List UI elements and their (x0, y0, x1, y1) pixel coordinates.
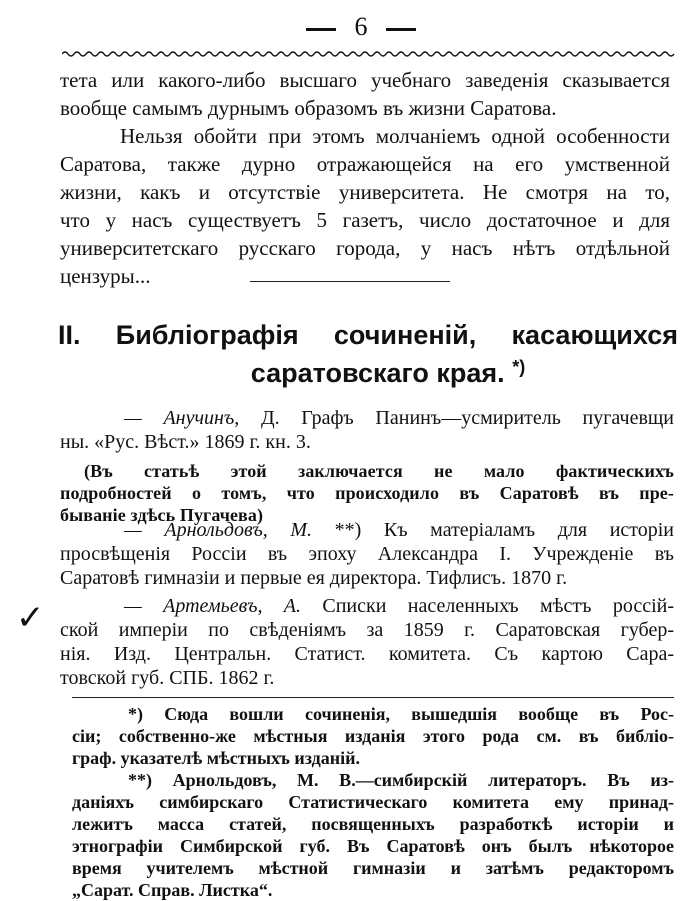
section-separator (250, 281, 450, 282)
text-line: *) Сюда вошли сочиненія, вышедшія вообще въ Рос- (128, 704, 674, 724)
entry-text: Списки населенныхъ мѣстъ россій- (322, 595, 674, 617)
text-line: Саратова, также дурно отражающейся на его умственной (60, 152, 670, 176)
section-heading-line1: II. Библіографія сочиненій, касающихся (58, 320, 678, 350)
page-header (0, 10, 700, 46)
section-heading (58, 316, 678, 392)
header-dash-right (386, 28, 416, 31)
text-line: жизни, какъ и отсутствіе университета. Не смотря на то, (60, 180, 670, 204)
text-line: граф. указателѣ мѣстныхъ изданій. (72, 748, 360, 768)
entry-author: — Артемьевъ, А. (124, 595, 302, 617)
text-line: просвѣщенія Россіи въ эпоху Александра I. Учрежденіе въ (60, 543, 674, 565)
bibliography-entry-arnoldov (60, 518, 674, 590)
text-line: ны. «Рус. Вѣст.» 1869 г. кн. 3. (60, 431, 311, 453)
header-dash-left (306, 28, 336, 31)
bibliography-entry-artemiev (60, 594, 674, 690)
text-line: этнографіи Симбирской губ. Въ Саратовѣ онъ былъ нѣкоторое (72, 836, 674, 856)
text-line: подробностей о томъ, что происходило въ Саратовѣ въ пре- (60, 483, 674, 503)
text-line: время учителемъ мѣстной гимназіи и затѣмъ редакторомъ (72, 858, 674, 878)
text-line (60, 594, 674, 618)
header-wavy-rule (62, 50, 676, 58)
text-line: цензуры... (60, 264, 151, 288)
text-line: нія. Изд. Центральн. Статист. комитета. Съ картою Сара- (60, 643, 674, 665)
footnote-1 (72, 703, 674, 769)
handwritten-checkmark: ✓ (16, 598, 45, 638)
text-line: **) Арнольдовъ, М. В.—симбирскій литераторъ. Въ из- (128, 770, 674, 790)
text-line: Нельзя обойти при этомъ молчаніемъ одной особенности (120, 124, 670, 148)
text-line: ской имперіи по свѣденіямъ за 1859 г. Саратовская губер- (60, 619, 674, 641)
text-line: тета или какого-либо высшаго учебнаго заведенія сказывается (60, 68, 670, 92)
text-line: вообще самымъ дурнымъ образомъ въ жизни Саратова. (60, 96, 557, 120)
text-line: лежитъ масса статей, посвященныхъ разработкѣ исторіи и (72, 814, 674, 834)
page-number: 6 (354, 12, 368, 41)
second-paragraph (60, 122, 670, 290)
entry-text: Къ матеріаламъ для исторіи (383, 519, 675, 541)
bibliography-entry-anuchin (60, 406, 674, 454)
section-heading-line2 (58, 354, 678, 392)
footnote-marker: **) (334, 519, 362, 541)
entry-author: — Арнольдовъ, М. (124, 519, 313, 541)
footnote-marker: *) (512, 357, 526, 377)
text-line: бываніе здѣсь Пугачева) (60, 505, 264, 525)
text-line: (Въ статьѣ этой заключается не мало фактическихъ (84, 461, 674, 481)
text-line: что у насъ существуетъ 5 газетъ, число достаточное и для (60, 208, 670, 232)
entry-text: Д. Графъ Панинъ—усмиритель пугачевщи (260, 407, 674, 429)
text-line: „Сарат. Справ. Листка“. (72, 880, 273, 900)
text-line: товской губ. СПБ. 1862 г. (60, 667, 275, 689)
text-line: Саратовѣ гимназіи и первые ея директора. Тифлисъ. 1870 г. (60, 567, 568, 589)
text-line: даніяхъ симбирскаго Статистическаго комитета ему принад- (72, 792, 674, 812)
footnote-rule (72, 697, 674, 698)
text-line (60, 406, 674, 430)
entry-annotation (60, 460, 674, 526)
footnote-2 (72, 769, 674, 901)
text-line: сіи; собственно-же мѣстныя изданія этого рода см. въ библіо- (72, 726, 674, 746)
intro-paragraph (60, 66, 670, 122)
text-line: университетскаго русскаго города, у насъ нѣтъ отдѣльной (60, 236, 670, 260)
text-line (60, 518, 674, 542)
section-heading-text: саратовскаго края. (250, 358, 505, 388)
entry-author: — Анучинъ, (124, 407, 240, 429)
